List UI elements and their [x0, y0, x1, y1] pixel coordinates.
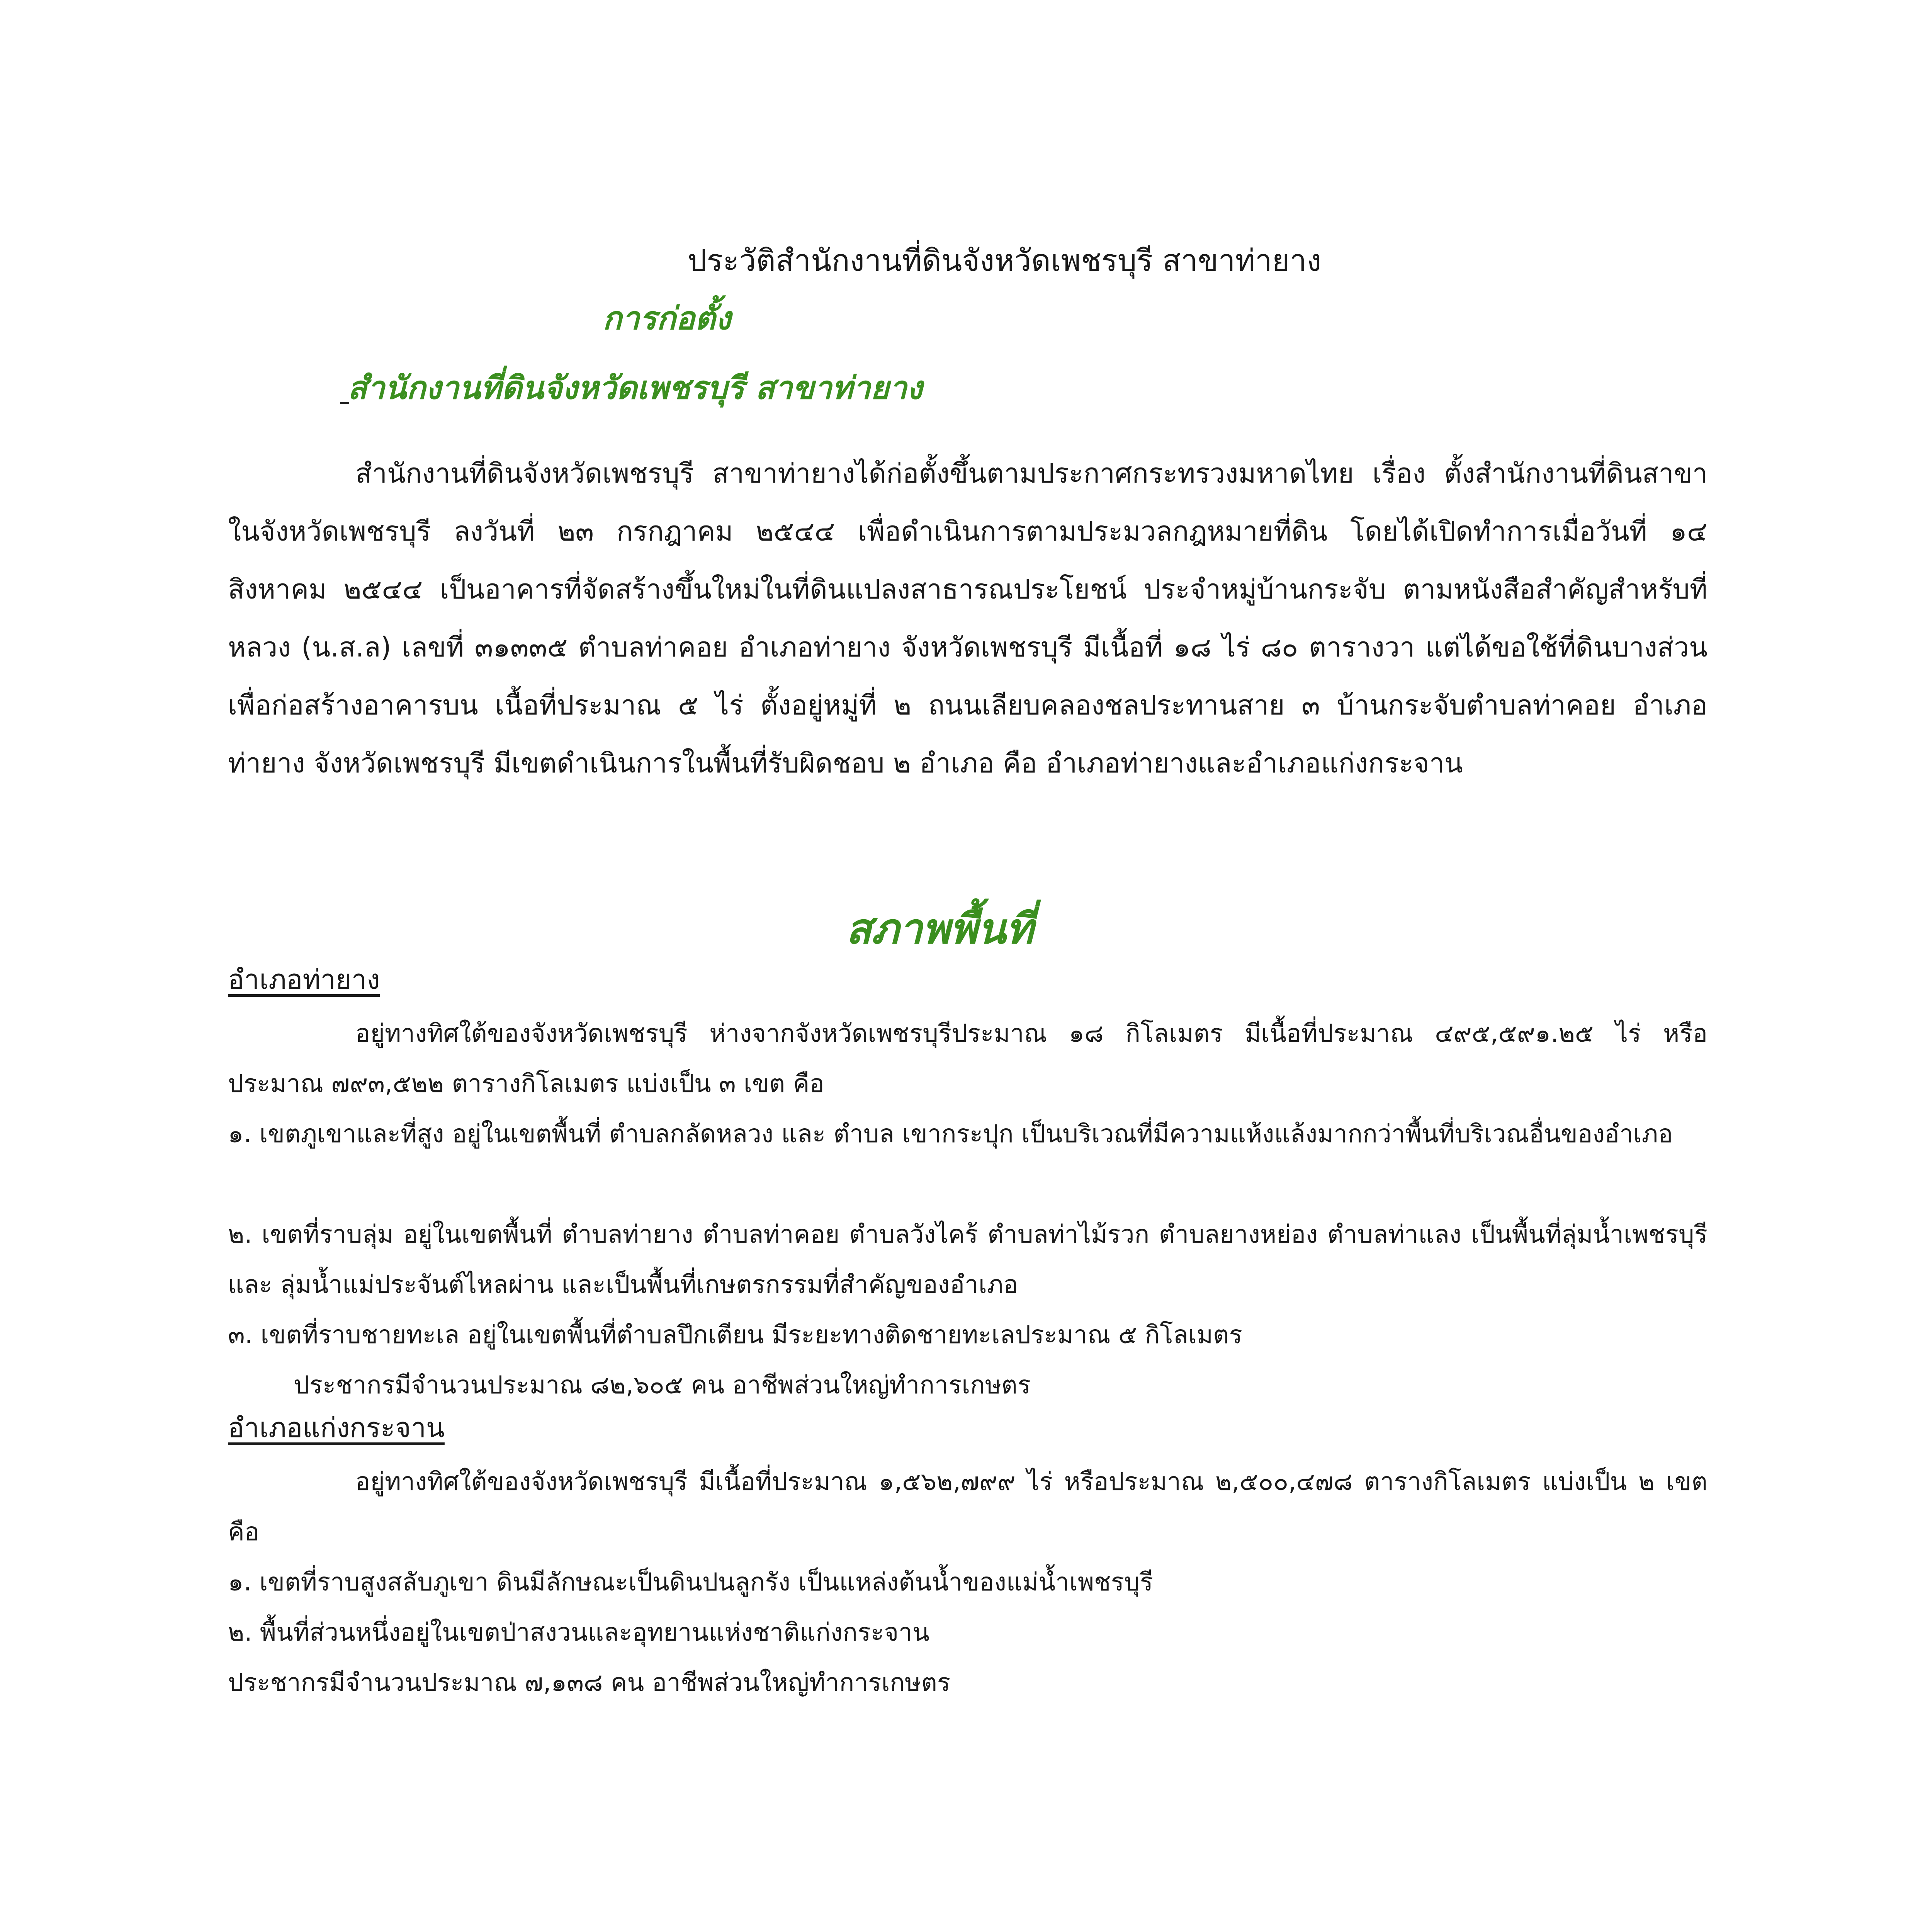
tha-yang-zone-1: ๑. เขตภูเขาและที่สูง อยู่ในเขตพื้นที่ ตำบลกลัดหลวง และ ตำบล เขากระปุก เป็นบริเวณที่มีความแห้งแล้งมากกว่าพื้นที่บริเวณอื่นของอำเภอ [228, 1120, 1673, 1148]
tha-yang-description: อยู่ทางทิศใต้ของจังหวัดเพชรบุรี ห่างจากจังหวัดเพชรบุรีประมาณ ๑๘ กิโลเมตร มีเนื้อที่ประมาณ ๔๙๕,๕๙๑.๒๕ ไร่ หรือ ประมาณ ๗๙๓,๕๒๒ ตารางกิโลเมตร แบ่งเป็น ๓ เขต คือ [228, 1019, 1708, 1098]
office-heading: สำนักงานที่ดินจังหวัดเพชรบุรี สาขาท่ายาง [348, 370, 923, 406]
intro-paragraph: สำนักงานที่ดินจังหวัดเพชรบุรี สาขาท่ายางได้ก่อตั้งขึ้นตามประกาศกระทรวงมหาดไทย เรื่อง ตั้งสำนักงานที่ดินสาขาในจังหวัดเพชรบุรี ลงวันที่ ๒๓ กรกฎาคม ๒๕๔๔ เพื่อดำเนินการตามประมวลกฎหมายที่ดิน โดยได้เปิดทำการเมื่อวันที่ ๑๔ สิงหาคม ๒๕๔๔ เป็นอาคารที่จัดสร้างขึ้นใหม่ในที่ดินแปลงสาธารณประโยชน์ ประจำหมู่บ้านกระจับ ตามหนังสือสำคัญสำหรับที่หลวง (น.ส.ล) เลขที่ ๓๑๓๓๕ ตำบลท่าคอย อำเภอท่ายาง จังหวัดเพชรบุรี มีเนื้อที่ ๑๘ ไร่ ๘๐ ตารางวา แต่ได้ขอใช้ที่ดินบางส่วน เพื่อก่อสร้างอาคารบน เนื้อที่ประมาณ ๕ ไร่ ตั้งอยู่หมู่ที่ ๒ ถนนเลียบคลองชลประทานสาย ๓ บ้านกระจับตำบลท่าคอย อำเภอท่ายาง จังหวัดเพชรบุรี มีเขตดำเนินการในพื้นที่รับผิดชอบ ๒ อำเภอ คือ อำเภอท่ายางและอำเภอแก่งกระจาน [228, 457, 1707, 779]
kaeng-krachan-zone-1: ๑. เขตที่ราบสูงสลับภูเขา ดินมีลักษณะเป็นดินปนลูกรัง เป็นแหล่งต้นน้ำของแม่น้ำเพชรบุรี [228, 1568, 1153, 1597]
tha-yang-zone-3: ๓. เขตที่ราบชายทะเล อยู่ในเขตพื้นที่ตำบลปึกเตียน มีระยะทางติดชายทะเลประมาณ ๕ กิโลเมตร [228, 1321, 1242, 1349]
kaeng-krachan-population: ประชากรมีจำนวนประมาณ ๗,๑๓๘ คน อาชีพส่วนใหญ่ทำการเกษตร [228, 1668, 951, 1697]
founding-heading: การก่อตั้ง [603, 300, 731, 337]
kaeng-krachan-zone-2: ๒. พื้นที่ส่วนหนึ่งอยู่ในเขตป่าสงวนและอุทยานแห่งชาติแก่งกระจาน [228, 1618, 929, 1647]
tha-yang-zone-2: ๒. เขตที่ราบลุ่ม อยู่ในเขตพื้นที่ ตำบลท่ายาง ตำบลท่าคอย ตำบลวังไคร้ ตำบลท่าไม้รวก ตำบลยางหย่อง ตำบลท่าแลง เป็นพื้นที่ลุ่มน้ำเพชรบุรี และ ลุ่มน้ำแม่ประจันต์ไหลผ่าน และเป็นพื้นที่เกษตรกรรมที่สำคัญของอำเภอ [228, 1220, 1707, 1299]
tha-yang-population: ประชากรมีจำนวนประมาณ ๘๒,๖๐๕ คน อาชีพส่วนใหญ่ทำการเกษตร [294, 1371, 1031, 1400]
tha-yang-heading: อำเภอท่ายาง [228, 964, 380, 995]
kaeng-krachan-description: อยู่ทางทิศใต้ของจังหวัดเพชรบุรี มีเนื้อที่ประมาณ ๑,๕๖๒,๗๙๙ ไร่ หรือประมาณ ๒,๕๐๐,๔๗๘ ตารางกิโลเมตร แบ่งเป็น ๒ เขต คือ [228, 1468, 1708, 1546]
document-title: ประวัติสำนักงานที่ดินจังหวัดเพชรบุรี สาขาท่ายาง [688, 243, 1322, 278]
area-heading: สภาพพื้นที่ [846, 905, 1034, 953]
kaeng-krachan-heading: อำเภอแก่งกระจาน [228, 1412, 445, 1444]
